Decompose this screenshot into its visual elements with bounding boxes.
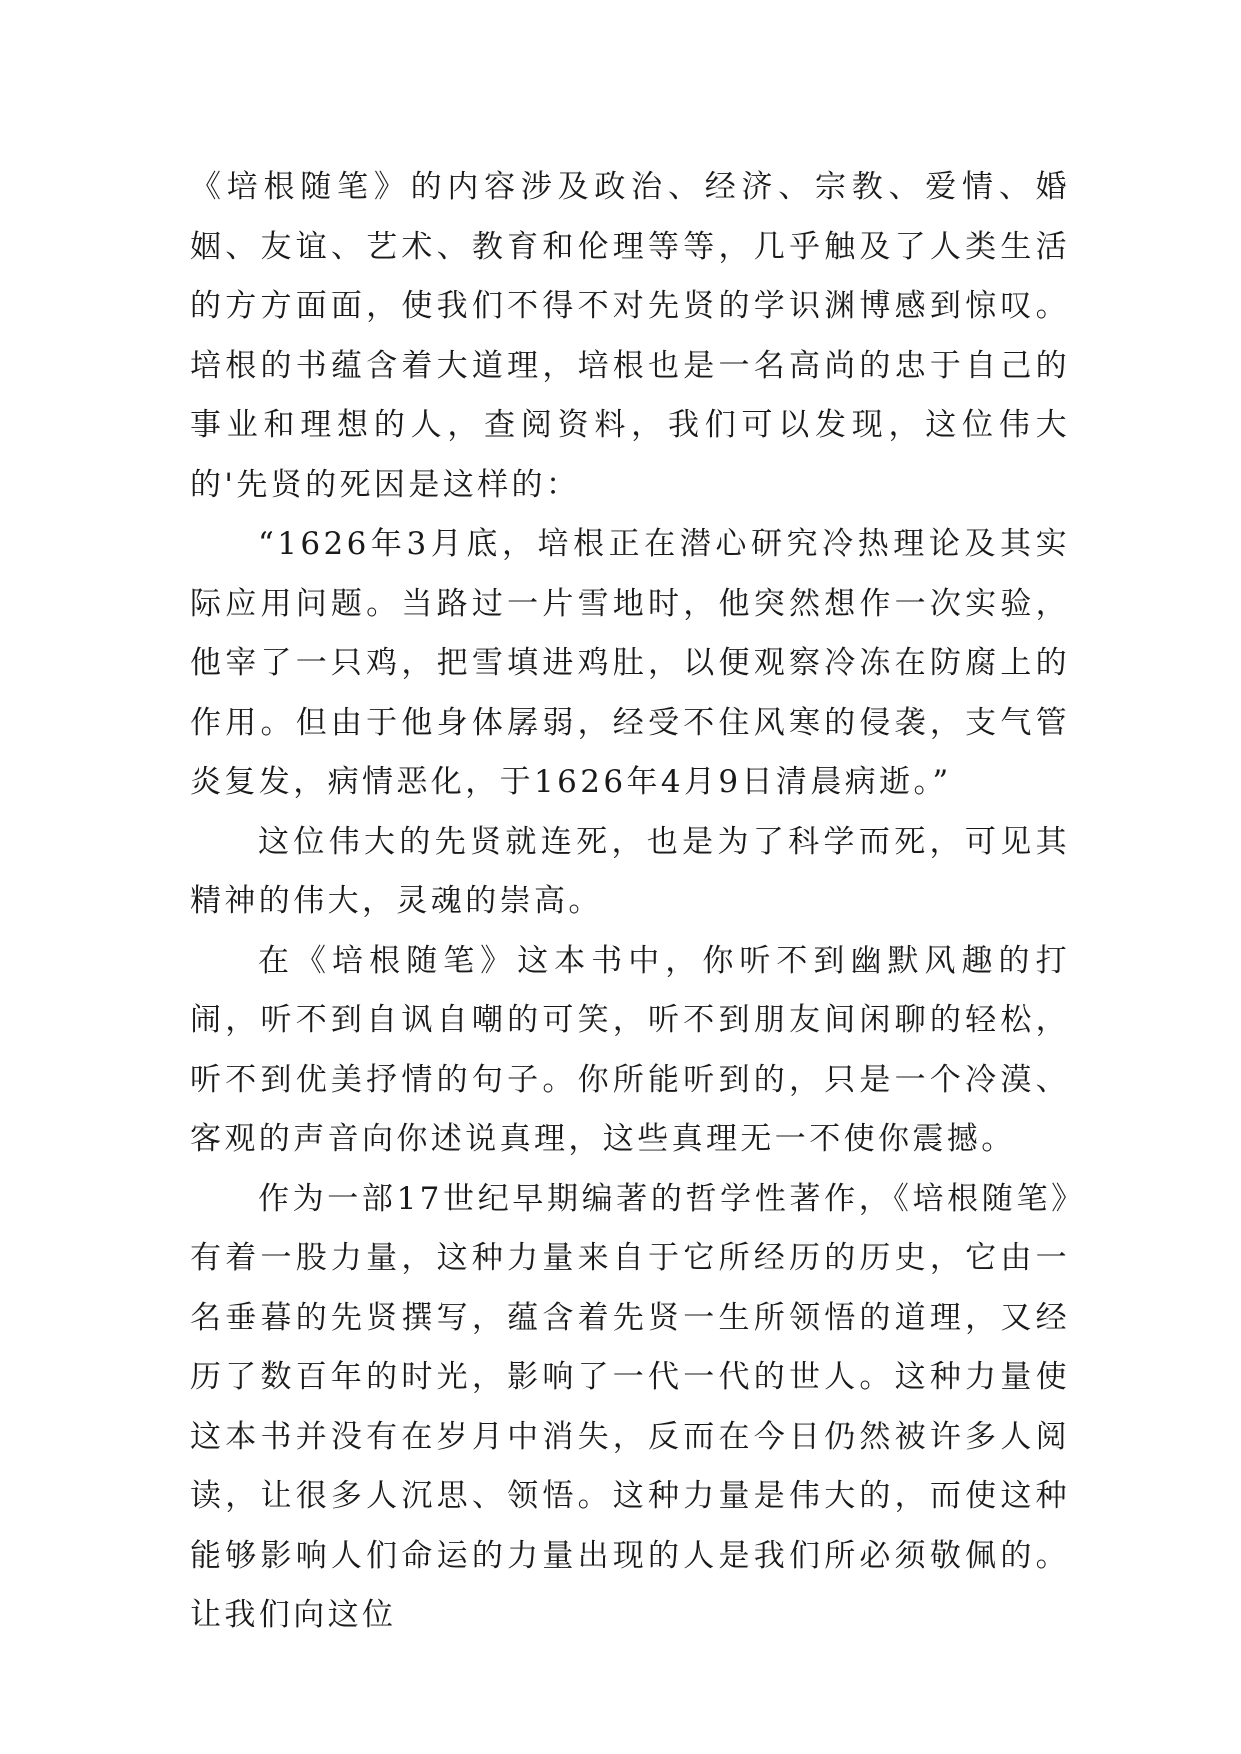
paragraph-voice: 在《培根随笔》这本书中，你听不到幽默风趣的打闹，听不到自讽自嘲的可笑，听不到朋友间闲聊的轻松，听不到优美抒情的句子。你所能听到的，只是一个冷漠、客观的声音向你述说真理，这些真理无一不使你震撼。 [190, 942, 1070, 1157]
paragraph-science: 这位伟大的先贤就连死，也是为了科学而死，可见其精神的伟大，灵魂的崇高。 [190, 823, 1070, 919]
document-body [190, 158, 1070, 1646]
paragraph-power: 作为一部17世纪早期编著的哲学性著作，《培根随笔》有着一股力量，这种力量来自于它所经历的历史，它由一名垂暮的先贤撰写，蕴含着先贤一生所领悟的道理，又经历了数百年的时光，影响了一代一代的世人。这种力量使这本书并没有在岁月中消失，反而在今日仍然被许多人阅读，让很多人沉思、领悟。这种力量是伟大的，而使这种能够影响人们命运的力量出现的人是我们所必须敬佩的。让我们向这位 [190, 1180, 1070, 1633]
paragraph-intro: 《培根随笔》的内容涉及政治、经济、宗教、爱情、婚姻、友谊、艺术、教育和伦理等等，几乎触及了人类生活的方方面面，使我们不得不对先贤的学识渊博感到惊叹。培根的书蕴含着大道理，培根也是一名高尚的忠于自己的事业和理想的人，查阅资料，我们可以发现，这位伟大的'先贤的死因是这样的： [190, 169, 1070, 503]
paragraph-quote: “1626年3月底，培根正在潜心研究冷热理论及其实际应用问题。当路过一片雪地时，他突然想作一次实验，他宰了一只鸡，把雪填进鸡肚，以便观察冷冻在防腐上的作用。但由于他身体孱弱，经受不住风寒的侵袭，支气管炎复发，病情恶化，于1626年4月9日清晨病逝。” [190, 526, 1070, 800]
